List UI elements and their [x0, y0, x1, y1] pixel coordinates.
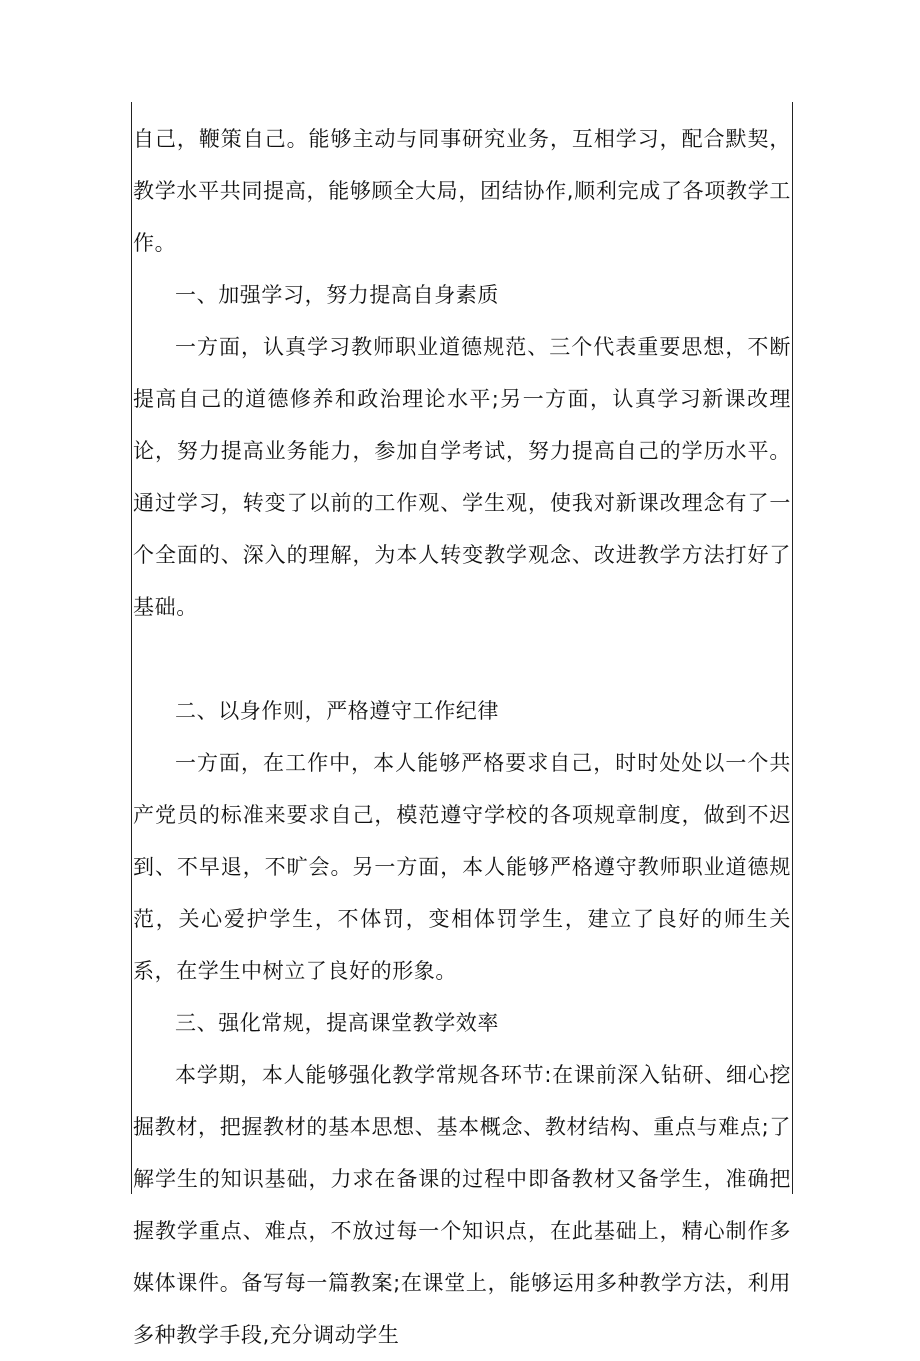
blank-line — [133, 633, 791, 685]
document-body — [133, 113, 791, 1361]
section-heading-2: 二、以身作则，严格遵守工作纪律 — [175, 699, 499, 723]
paragraph-teaching: 本学期，本人能够强化教学常规各环节:在课前深入钻研、细心挖掘教材，把握教材的基本思想、基本概念、教材结构、重点与难点;了解学生的知识基础，力求在备课的过程中即备教材又备学生，准确把握教学重点、难点，不放过每一个知识点，在此基础上，精心制作多媒体课件。备写每一篇教案;在课堂上，能够运用多种教学方法，利用多种教学手段,充分调动学生 — [133, 1063, 791, 1347]
section-heading-1: 一、加强学习，努力提高自身素质 — [175, 283, 499, 307]
paragraph-discipline: 一方面，在工作中，本人能够严格要求自己，时时处处以一个共产党员的标准来要求自己，模范遵守学校的各项规章制度，做到不迟到、不早退，不旷会。另一方面，本人能够严格遵守教师职业道德规范，关心爱护学生，不体罚，变相体罚学生，建立了良好的师生关系，在学生中树立了良好的形象。 — [133, 751, 791, 983]
paragraph-continuation: 自己，鞭策自己。能够主动与同事研究业务，互相学习，配合默契，教学水平共同提高，能够顾全大局，团结协作,顺利完成了各项教学工作。 — [133, 127, 791, 255]
paragraph-study: 一方面，认真学习教师职业道德规范、三个代表重要思想，不断提高自己的道德修养和政治理论水平;另一方面，认真学习新课改理论，努力提高业务能力，参加自学考试，努力提高自己的学历水平。通过学习，转变了以前的工作观、学生观，使我对新课改理念有了一个全面的、深入的理解，为本人转变教学观念、改进教学方法打好了基础。 — [133, 335, 791, 619]
section-heading-3: 三、强化常规，提高课堂教学效率 — [175, 1011, 499, 1035]
